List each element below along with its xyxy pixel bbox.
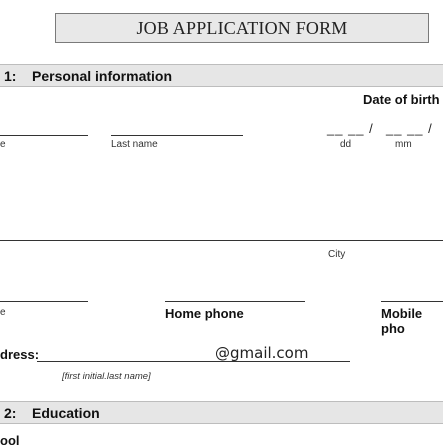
address-field[interactable]	[0, 240, 443, 241]
section-2-header	[0, 401, 443, 424]
mobile-phone-field[interactable]	[381, 301, 443, 302]
dob-month-label: mm	[395, 139, 412, 150]
school-label: ool	[0, 433, 20, 448]
email-domain-text: @gmail.com	[215, 344, 309, 362]
date-of-birth-label: Date of birth	[363, 92, 440, 107]
section-1-title: Personal information	[32, 68, 173, 84]
section-1-header	[0, 64, 443, 87]
dob-day-field[interactable]: __ __ /	[327, 121, 374, 136]
dob-day-label: dd	[340, 139, 352, 150]
section-2-number: 2:	[4, 405, 17, 421]
last-name-field[interactable]	[111, 135, 243, 136]
home-phone-field[interactable]	[165, 301, 305, 302]
city-label: City	[328, 249, 346, 260]
form-title: JOB APPLICATION FORM	[55, 13, 429, 43]
phone-left-field[interactable]	[0, 301, 88, 302]
dob-month-field[interactable]: __ __ /	[386, 121, 433, 136]
home-phone-label: Home phone	[165, 306, 244, 321]
last-name-label: Last name	[111, 139, 158, 150]
first-name-label: e	[0, 139, 6, 150]
mobile-phone-label: Mobile pho	[381, 306, 423, 336]
section-2-title: Education	[32, 405, 100, 421]
email-label: dress:	[0, 347, 40, 362]
first-name-field[interactable]	[0, 135, 88, 136]
phone-left-label: e	[0, 307, 6, 318]
section-1-number: 1:	[4, 68, 17, 84]
email-hint: [first initial.last name]	[62, 371, 151, 382]
